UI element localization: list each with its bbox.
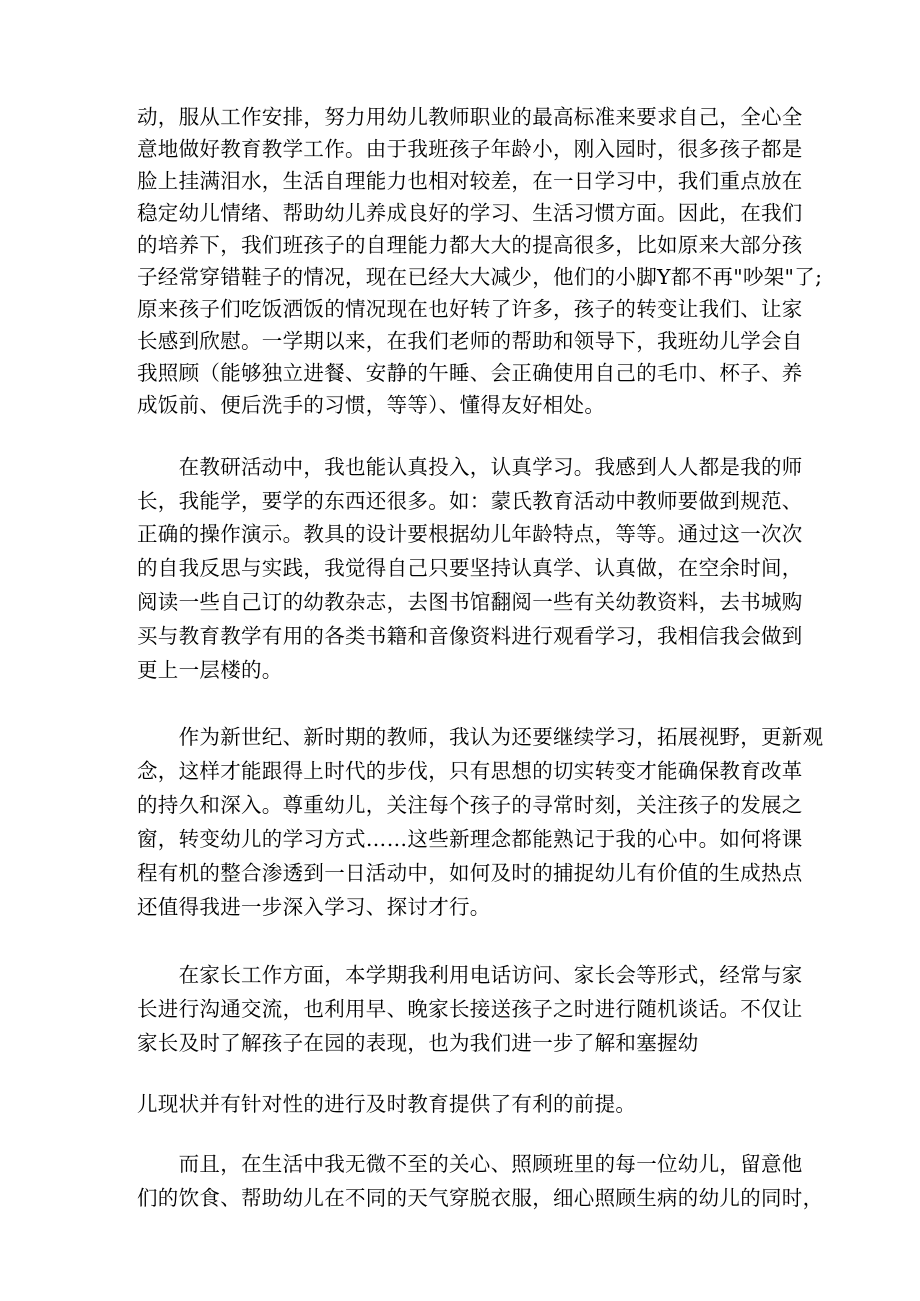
text-line: 原来孩子们吃饭洒饭的情况现在也好转了许多，孩子的转变让我们、让家 bbox=[137, 297, 803, 321]
text-line: 的自我反思与实践，我觉得自己只要坚持认真学、认真做，在空余时间， bbox=[137, 556, 803, 580]
text-line: 的培养下，我们班孩子的自理能力都大大的提高很多，比如原来大部分孩 bbox=[137, 233, 803, 257]
text-line: 阅读一些自己订的幼教杂志，去图书馆翻阅一些有关幼教资料，去书城购 bbox=[137, 590, 803, 614]
text-line: 子经常穿错鞋子的情况，现在已经大大减少，他们的小脚Y都不再"吵架"了; bbox=[137, 265, 823, 289]
text-line: 长进行沟通交流，也利用早、晚家长接送孩子之时进行随机谈话。不仅让 bbox=[137, 997, 803, 1021]
text-line: 还值得我进一步深入学习、探讨才行。 bbox=[137, 895, 491, 919]
text-line: 意地做好教育教学工作。由于我班孩子年龄小，刚入园时，很多孩子都是 bbox=[137, 137, 803, 161]
text-line: 脸上挂满泪水，生活自理能力也相对较差，在一日学习中，我们重点放在 bbox=[137, 169, 803, 193]
text-line: 稳定幼儿情绪、帮助幼儿养成良好的学习、生活习惯方面。因此，在我们 bbox=[137, 201, 803, 225]
text-line: 而且，在生活中我无微不至的关心、照顾班里的每一位幼儿，留意他 bbox=[137, 1152, 803, 1176]
text-line: 念，这样才能跟得上时代的步伐，只有思想的切实转变才能确保教育改革 bbox=[137, 759, 803, 783]
text-line: 的持久和深入。尊重幼儿，关注每个孩子的寻常时刻，关注孩子的发展之 bbox=[137, 793, 803, 817]
text-line: 长，我能学，要学的东西还很多。如：蒙氏教育活动中教师要做到规范、 bbox=[137, 489, 803, 513]
text-line: 儿现状并有针对性的进行及时教育提供了有利的前提。 bbox=[137, 1092, 637, 1116]
text-line: 在家长工作方面，本学期我利用电话访问、家长会等形式，经常与家 bbox=[137, 963, 803, 987]
text-line: 作为新世纪、新时期的教师，我认为还要继续学习，拓展视野，更新观 bbox=[137, 725, 824, 749]
text-line: 更上一层楼的。 bbox=[137, 658, 283, 682]
text-line: 正确的操作演示。教具的设计要根据幼儿年龄特点，等等。通过这一次次 bbox=[137, 522, 803, 546]
text-line: 家长及时了解孩子在园的表现，也为我们进一步了解和塞握幼 bbox=[137, 1031, 699, 1055]
text-line: 成饭前、便后洗手的习惯，等等）、懂得友好相处。 bbox=[137, 393, 606, 417]
text-line: 长感到欣慰。一学期以来，在我们老师的帮助和领导下，我班幼儿学会自 bbox=[137, 329, 803, 353]
text-line: 程有机的整合渗透到一日活动中，如何及时的捕捉幼儿有价值的生成热点 bbox=[137, 861, 803, 885]
text-line: 我照顾（能够独立进餐、安静的午睡、会正确使用自己的毛巾、杯子、养 bbox=[137, 361, 803, 385]
text-line: 在教研活动中，我也能认真投入，认真学习。我感到人人都是我的师 bbox=[137, 455, 803, 479]
text-line: 们的饮食、帮助幼儿在不同的天气穿脱衣服，细心照顾生病的幼儿的同时， bbox=[137, 1186, 824, 1210]
text-line: 窗，转变幼儿的学习方式……这些新理念都能熟记于我的心中。如何将课 bbox=[137, 827, 803, 851]
text-line: 买与教育教学有用的各类书籍和音像资料进行观看学习，我相信我会做到 bbox=[137, 624, 803, 648]
text-line: 动，服从工作安排，努力用幼儿教师职业的最高标准来要求自己，全心全 bbox=[137, 105, 803, 129]
